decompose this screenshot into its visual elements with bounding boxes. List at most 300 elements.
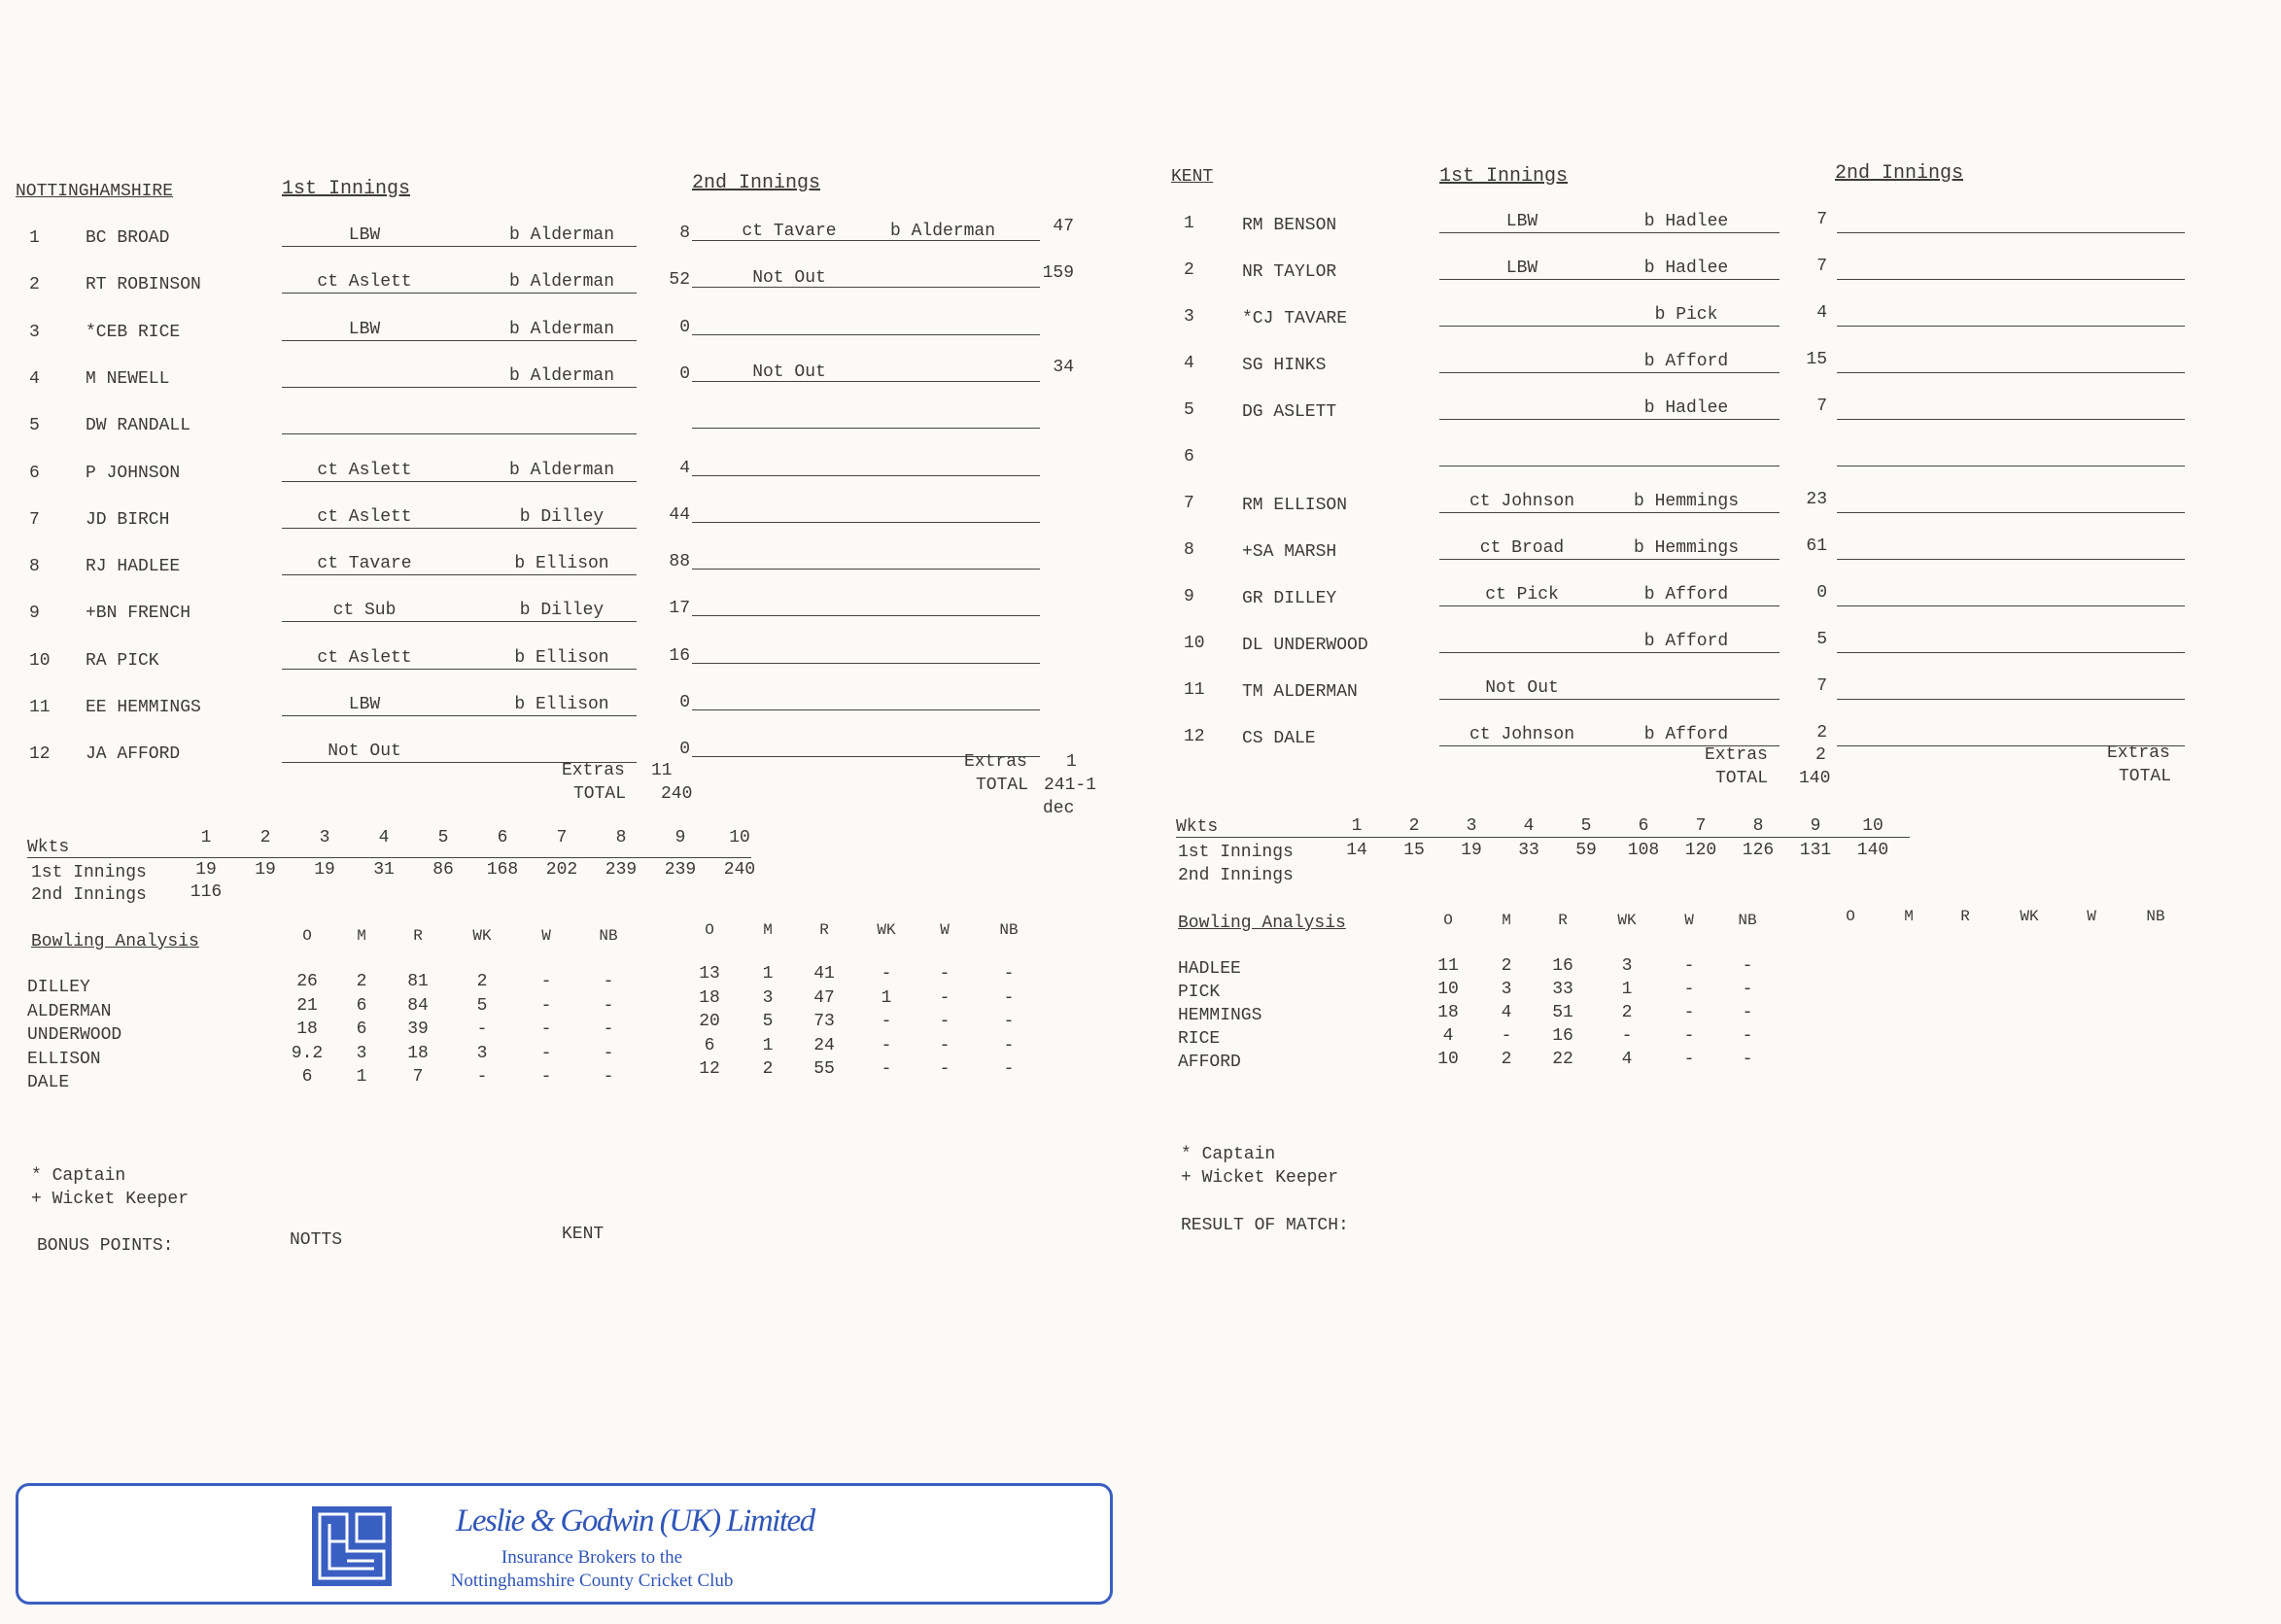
fow-1st-right: 59 (1575, 841, 1597, 860)
wkts-rule-right (1176, 837, 1910, 838)
wkts-label-right: Wkts (1176, 817, 1219, 837)
batsman-name-right: +SA MARSH (1242, 542, 1337, 562)
rule-line (282, 433, 637, 434)
innings1-header: 1st Innings (282, 178, 411, 200)
rule-line (692, 475, 1040, 476)
bowling-figure: 81 (407, 972, 429, 991)
bowling-figure-2nd: 13 (699, 964, 720, 984)
bowling-figure: 6 (356, 995, 367, 1016)
bowling-figure-2nd: - (939, 1059, 950, 1079)
bowling-figure-right: 1 (1621, 980, 1633, 999)
bowling-figure: 1 (356, 1067, 367, 1087)
bowling-figure-right: - (1742, 1050, 1753, 1069)
bowling-figure: 2 (476, 972, 488, 991)
bowling-figure-2nd: - (1003, 987, 1015, 1008)
batsman-number-right: 7 (1184, 494, 1194, 513)
bowler-1st: b Alderman (508, 365, 615, 386)
bowler-1st: b Alderman (508, 460, 615, 480)
how-out-1st: ct Aslett (317, 460, 412, 480)
bowling-figure-right: 2 (1621, 1003, 1633, 1022)
wkt-number: 3 (319, 828, 330, 847)
fow-1st-right: 131 (1799, 841, 1832, 860)
fow-1st: 202 (545, 860, 578, 880)
wkt-number: 8 (615, 828, 627, 847)
bowling-figure-right: - (1501, 1026, 1512, 1046)
bowling-figure-right: - (1683, 956, 1695, 976)
batsman-number-right: 3 (1184, 307, 1194, 327)
how-out-1st-right: ct Johnson (1469, 492, 1575, 511)
bowling-figure-right: 11 (1437, 956, 1459, 976)
batsman-name-right: GR DILLEY (1242, 589, 1337, 608)
bowling-col-header-right: NB (1738, 912, 1757, 929)
bowling-figure-right: 4 (1442, 1026, 1454, 1046)
wkts-2nd-label-right: 2nd Innings (1178, 866, 1294, 885)
bowling-analysis-label: Bowling Analysis (31, 932, 199, 951)
wkt-number: 1 (200, 828, 212, 847)
batsman-name-right: NR TAYLOR (1242, 262, 1337, 282)
rule-line (692, 428, 1040, 429)
bowler-name: DILLEY (27, 978, 90, 997)
wkt-number: 2 (259, 828, 271, 847)
rule-line (1439, 605, 1780, 606)
bowling-col-header: W (541, 927, 551, 945)
batsman-number-right: 1 (1184, 214, 1194, 233)
fow-1st-right: 140 (1856, 841, 1889, 860)
bowler-name: ELLISON (27, 1049, 101, 1069)
rule-line (692, 709, 1040, 710)
bowling-figure-2nd: 1 (762, 1035, 774, 1055)
how-out-1st: ct Aslett (317, 272, 412, 293)
batsman-number: 4 (29, 368, 40, 389)
wkt-number: 7 (556, 828, 568, 847)
rule-line (692, 381, 1040, 382)
bowling-figure-right: 2 (1501, 1050, 1512, 1069)
wkt-number: 10 (729, 828, 750, 847)
wkts-rule (27, 857, 751, 858)
bowling-figure-right: - (1683, 1003, 1695, 1022)
runs-1st: 52 (669, 270, 690, 291)
bowling-figure-2nd: - (1003, 964, 1015, 984)
bowling-figure-right: 10 (1437, 1050, 1459, 1069)
batsman-number: 8 (29, 557, 40, 577)
fow-1st: 168 (486, 860, 519, 880)
wkt-number-right: 3 (1466, 816, 1477, 836)
fow-1st: 239 (664, 860, 697, 880)
team-name: NOTTINGHAMSHIRE (16, 182, 174, 201)
extras-label-2nd: Extras (964, 752, 1027, 772)
fow-1st-right: 19 (1461, 841, 1482, 860)
bowling-figure-2nd: 5 (762, 1012, 774, 1031)
innings1-header-right: 1st Innings (1439, 165, 1569, 188)
runs-1st-right: 61 (1806, 536, 1827, 556)
bowler-1st-right: b Pick (1654, 305, 1718, 325)
rule-line (1439, 279, 1780, 280)
bowling-figure: 18 (407, 1043, 429, 1063)
bowling-figure-right: 18 (1437, 1003, 1459, 1022)
bowling-col-header: M (357, 927, 366, 945)
batsman-number: 7 (29, 509, 40, 530)
bowling-figure-right: 33 (1552, 980, 1573, 999)
bowler-1st-right: b Afford (1643, 632, 1729, 651)
rule-line (282, 621, 637, 622)
fow-1st-right: 15 (1403, 841, 1425, 860)
bowler-1st-right: b Afford (1643, 725, 1729, 744)
batsman-number: 6 (29, 463, 40, 483)
batsman-number-right: 8 (1184, 540, 1194, 560)
bowling-figure-2nd: 20 (699, 1012, 720, 1031)
rule-line (1439, 326, 1780, 327)
runs-1st: 88 (669, 552, 690, 572)
rule-line (1837, 419, 2185, 420)
batsman-number-right: 10 (1184, 634, 1205, 653)
wkt-number: 9 (674, 828, 686, 847)
fow-2nd: 116 (190, 882, 223, 902)
bowling-figure-2nd: 47 (813, 987, 835, 1008)
bowling-figure-right: 4 (1621, 1050, 1633, 1069)
total-label-2nd-right: TOTAL (2119, 767, 2172, 786)
batsman-name: +BN FRENCH (86, 604, 191, 624)
rule-line (1837, 699, 2185, 700)
rule-line (692, 569, 1040, 570)
total-1st-right: 140 (1799, 769, 1831, 788)
how-out-1st-right: LBW (1505, 259, 1538, 278)
bowling-col-header: R (413, 927, 423, 945)
how-out-1st: LBW (348, 319, 381, 339)
bowler-1st-right: b Afford (1643, 585, 1729, 605)
bowling-col-header-2nd: W (940, 921, 950, 939)
bowler-1st-right: b Hadlee (1643, 259, 1729, 278)
wkt-number-right: 4 (1523, 816, 1535, 836)
rule-line (282, 293, 637, 294)
batsman-number: 5 (29, 416, 40, 436)
bowling-figure-2nd: - (939, 1012, 950, 1031)
bowling-figure: 9.2 (291, 1043, 324, 1063)
batsman-name: JA AFFORD (86, 744, 181, 765)
how-out-1st-right: LBW (1505, 212, 1538, 231)
bonus-kent: KENT (562, 1225, 605, 1244)
bowler-2nd: b Alderman (889, 222, 996, 241)
batsman-number: 10 (29, 650, 51, 671)
total-1st: 240 (661, 784, 693, 804)
bowler-1st-right: b Hemmings (1633, 538, 1740, 558)
bowling-figure-right: - (1683, 1050, 1695, 1069)
bowling-figure: 3 (476, 1043, 488, 1063)
rule-line (282, 715, 637, 716)
bowling-col-header: WK (472, 927, 492, 945)
bowling-figure-right: 2 (1501, 956, 1512, 976)
bowling-figure: - (603, 1043, 614, 1063)
bowling-figure-2nd: - (881, 1012, 892, 1031)
batsman-number-right: 2 (1184, 260, 1194, 280)
bowler-1st: b Dilley (519, 506, 605, 527)
extras-2nd: 1 (1066, 752, 1077, 772)
bowling-figure-2nd: 73 (813, 1012, 835, 1031)
runs-2nd: 47 (1053, 217, 1074, 236)
bowling-figure-2nd: 1 (762, 964, 774, 984)
bowler-1st-right: b Hadlee (1643, 212, 1729, 231)
rule-line (282, 246, 637, 247)
bowling-col-header-2nd-right: WK (2020, 908, 2039, 925)
runs-1st-right: 7 (1816, 397, 1827, 416)
bowling-figure: - (540, 1067, 552, 1087)
batsman-number-right: 4 (1184, 354, 1194, 373)
runs-1st-right: 5 (1816, 630, 1827, 649)
runs-2nd: 34 (1053, 357, 1074, 377)
bowling-figure: - (603, 972, 614, 991)
runs-1st: 44 (669, 504, 690, 525)
bowler-1st: b Dilley (519, 601, 605, 621)
how-out-2nd: ct Tavare (742, 222, 837, 241)
team-name-right: KENT (1171, 167, 1214, 187)
rule-line (1439, 699, 1780, 700)
bowler-1st: b Alderman (508, 225, 615, 245)
bowling-col-header-2nd: NB (999, 921, 1019, 939)
how-out-1st: ct Tavare (317, 554, 412, 574)
wkt-number-right: 1 (1351, 816, 1363, 836)
bowling-figure-right: 16 (1552, 1026, 1573, 1046)
batsman-name-right: TM ALDERMAN (1242, 682, 1358, 702)
batsman-name: DW RANDALL (86, 416, 191, 436)
how-out-1st: Not Out (328, 742, 401, 762)
rule-line (1837, 279, 2185, 280)
runs-1st-right: 7 (1816, 676, 1827, 696)
batsman-name-right: SG HINKS (1242, 356, 1327, 375)
batsman-number-right: 9 (1184, 587, 1194, 606)
wkt-number-right: 9 (1810, 816, 1821, 836)
innings2-header: 2nd Innings (692, 172, 821, 194)
bowling-figure-2nd: 41 (813, 964, 835, 984)
bowling-figure: - (603, 1019, 614, 1039)
rule-line (1837, 232, 2185, 233)
how-out-1st-right: Not Out (1485, 678, 1559, 698)
fow-1st: 19 (255, 860, 276, 880)
batsman-number-right: 11 (1184, 680, 1205, 700)
bowling-figure-right: 22 (1552, 1050, 1573, 1069)
bowling-figure: - (540, 972, 552, 991)
keeper-note: + Wicket Keeper (31, 1190, 190, 1209)
batsman-name-right: RM BENSON (1242, 216, 1337, 235)
bowling-figure-2nd: 6 (704, 1035, 715, 1055)
batsman-name: P JOHNSON (86, 463, 181, 483)
batsman-name: RA PICK (86, 650, 159, 671)
bowling-col-header-2nd: M (763, 921, 773, 939)
bowling-figure-2nd: - (939, 964, 950, 984)
bowling-figure: 6 (301, 1067, 313, 1087)
bowling-figure-right: 10 (1437, 980, 1459, 999)
bowling-figure: 18 (296, 1019, 318, 1039)
bowling-figure-2nd: - (939, 1035, 950, 1055)
result-of-match-label: RESULT OF MATCH: (1181, 1216, 1349, 1235)
fow-1st-right: 14 (1346, 841, 1367, 860)
bowler-name-right: HADLEE (1178, 959, 1241, 979)
batsman-name: *CEB RICE (86, 322, 181, 342)
rule-line (282, 574, 637, 575)
bowling-figure-2nd: - (939, 987, 950, 1008)
rule-line (1439, 232, 1780, 233)
how-out-1st-right: ct Pick (1485, 585, 1559, 605)
batsman-number: 12 (29, 744, 51, 765)
runs-2nd: 159 (1042, 263, 1074, 284)
bowler-name-right: RICE (1178, 1029, 1221, 1049)
bowling-figure-2nd: - (881, 964, 892, 984)
bowling-col-header-2nd-right: R (1960, 908, 1970, 925)
bowling-figure: 3 (356, 1043, 367, 1063)
bowling-figure-right: - (1742, 980, 1753, 999)
wkt-number-right: 2 (1408, 816, 1420, 836)
bowling-figure: - (603, 995, 614, 1016)
rule-line (692, 240, 1040, 241)
bowling-figure-2nd: - (881, 1035, 892, 1055)
bowling-col-header-2nd: R (819, 921, 829, 939)
bowler-name: DALE (27, 1073, 70, 1092)
runs-1st-right: 0 (1816, 583, 1827, 603)
batsman-name-right: CS DALE (1242, 729, 1316, 748)
how-out-1st: ct Sub (332, 601, 397, 621)
batsman-number-right: 5 (1184, 400, 1194, 420)
bowling-figure: 6 (356, 1019, 367, 1039)
bowler-1st: b Alderman (508, 319, 615, 339)
rule-line (1837, 512, 2185, 513)
bowling-figure: - (540, 1019, 552, 1039)
innings2-header-right: 2nd Innings (1835, 162, 1964, 185)
rule-line (1837, 652, 2185, 653)
bowler-name: UNDERWOOD (27, 1025, 122, 1045)
bowling-figure-right: - (1683, 1026, 1695, 1046)
bowling-figure-2nd: - (881, 1059, 892, 1079)
bowling-figure: 5 (476, 995, 488, 1016)
extras-label: Extras (562, 761, 625, 780)
how-out-1st: ct Aslett (317, 647, 412, 668)
wkt-number: 5 (437, 828, 449, 847)
bowling-col-header-right: M (1502, 912, 1511, 929)
bowling-figure: 84 (407, 995, 429, 1016)
runs-1st: 16 (669, 645, 690, 666)
keeper-note-right: + Wicket Keeper (1181, 1168, 1339, 1188)
bonus-points-label: BONUS POINTS: (37, 1236, 174, 1256)
runs-1st: 4 (679, 458, 690, 478)
batsman-number: 11 (29, 698, 51, 717)
batsman-name: RT ROBINSON (86, 275, 201, 295)
rule-line (1439, 559, 1780, 560)
bowling-figure-2nd: 1 (881, 987, 892, 1008)
wkt-number-right: 7 (1695, 816, 1707, 836)
wkt-number: 6 (497, 828, 508, 847)
how-out-2nd: Not Out (752, 362, 826, 382)
bowling-figure-2nd: 24 (813, 1035, 835, 1055)
runs-1st: 0 (679, 740, 690, 760)
wkt-number-right: 8 (1752, 816, 1764, 836)
total-2nd: 241-1 (1044, 776, 1097, 795)
wkt-number: 4 (378, 828, 390, 847)
bowling-analysis-label-right: Bowling Analysis (1178, 914, 1346, 933)
runs-1st-right: 7 (1816, 257, 1827, 276)
bowling-col-header-right: O (1443, 912, 1453, 929)
batsman-name: RJ HADLEE (86, 557, 181, 577)
rule-line (1439, 419, 1780, 420)
bowling-figure-right: - (1742, 1003, 1753, 1022)
batsman-number: 9 (29, 604, 40, 624)
bowling-figure-2nd: 12 (699, 1059, 720, 1079)
fow-1st: 19 (314, 860, 335, 880)
rule-line (282, 387, 637, 388)
how-out-1st: LBW (348, 225, 381, 245)
bowler-1st-right: b Hadlee (1643, 398, 1729, 418)
wkt-number-right: 5 (1580, 816, 1592, 836)
bowling-figure-right: - (1742, 1026, 1753, 1046)
fow-1st: 31 (373, 860, 395, 880)
runs-1st: 8 (679, 224, 690, 243)
batsman-name: M NEWELL (86, 368, 170, 389)
wkts-2nd-label: 2nd Innings (31, 885, 147, 905)
fow-1st-right: 126 (1742, 841, 1775, 860)
bowling-col-header-2nd-right: W (2087, 908, 2096, 925)
bowling-figure: 21 (296, 995, 318, 1016)
wkts-label: Wkts (27, 838, 70, 857)
batsman-number: 1 (29, 228, 40, 248)
bowler-name: ALDERMAN (27, 1001, 112, 1021)
how-out-1st-right: ct Broad (1479, 538, 1565, 558)
bowling-figure-2nd: 55 (813, 1059, 835, 1079)
bowling-figure: 26 (296, 972, 318, 991)
bowling-col-header-2nd-right: M (1904, 908, 1914, 925)
bowling-figure-right: - (1621, 1026, 1633, 1046)
bowler-1st-right: b Hemmings (1633, 492, 1740, 511)
rule-line (1439, 512, 1780, 513)
rule-line (282, 481, 637, 482)
runs-1st: 0 (679, 317, 690, 337)
bowling-figure-right: 4 (1501, 1003, 1512, 1022)
batsman-name-right: DG ASLETT (1242, 402, 1337, 422)
bowler-1st-right: b Afford (1643, 352, 1729, 371)
fow-1st-right: 108 (1627, 841, 1660, 860)
bonus-notts: NOTTS (290, 1230, 343, 1250)
bowling-figure: - (540, 1043, 552, 1063)
bowler-name-right: AFFORD (1178, 1053, 1241, 1072)
bowling-figure-2nd: - (1003, 1012, 1015, 1031)
runs-1st-right: 2 (1816, 723, 1827, 743)
how-out-2nd: Not Out (752, 268, 826, 289)
bowling-figure-2nd: - (1003, 1035, 1015, 1055)
how-out-1st-right: ct Johnson (1469, 725, 1575, 744)
bowling-col-header-right: WK (1617, 912, 1637, 929)
extras-1st: 11 (651, 761, 673, 780)
bowling-figure-right: - (1683, 980, 1695, 999)
bowler-name-right: PICK (1178, 983, 1221, 1002)
rule-line (692, 287, 1040, 288)
runs-1st: 0 (679, 363, 690, 384)
batsman-name: JD BIRCH (86, 509, 170, 530)
rule-line (1837, 326, 2185, 327)
batsman-number: 2 (29, 275, 40, 295)
batsman-number-right: 12 (1184, 727, 1205, 746)
bowling-figure: 7 (412, 1067, 424, 1087)
bowler-1st: b Alderman (508, 272, 615, 293)
rule-line (1837, 605, 2185, 606)
total-label: TOTAL (573, 784, 627, 804)
bowling-figure-2nd: 3 (762, 987, 774, 1008)
extras-1st-right: 2 (1815, 745, 1826, 765)
fow-1st: 86 (432, 860, 454, 880)
sponsor-line2: Nottinghamshire County Cricket Club (450, 1571, 734, 1591)
bowling-figure-right: 3 (1621, 956, 1633, 976)
sponsor-line1: Insurance Brokers to the (501, 1547, 683, 1568)
declared-note: dec (1043, 799, 1075, 818)
batsman-name: EE HEMMINGS (86, 698, 201, 717)
runs-1st-right: 7 (1816, 210, 1827, 229)
batsman-name-right: DL UNDERWOOD (1242, 636, 1368, 655)
how-out-1st: ct Aslett (317, 506, 412, 527)
rule-line (1439, 652, 1780, 653)
